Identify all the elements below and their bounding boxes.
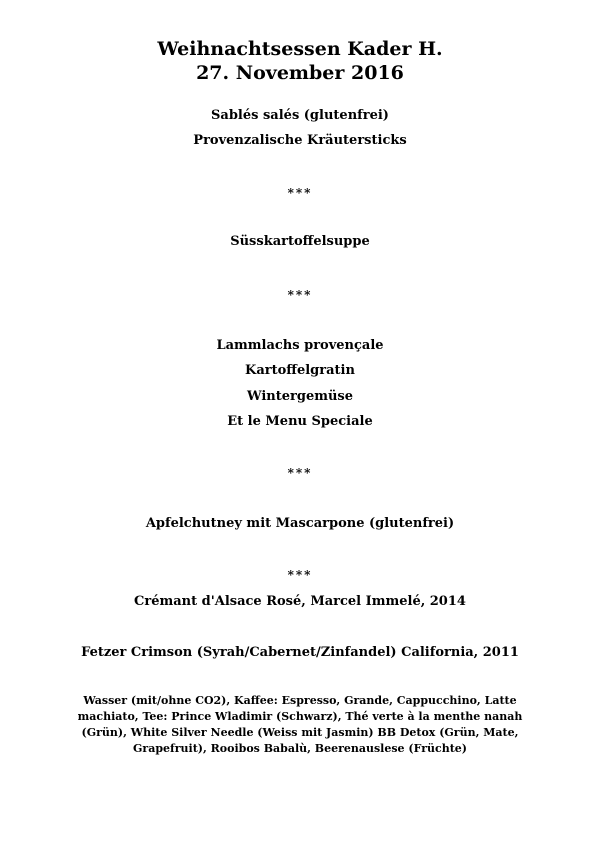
menu-date: 27. November 2016	[196, 62, 404, 84]
dessert-item: Apfelchutney mit Mascarpone (glutenfrei)	[145, 516, 455, 531]
menu-title: Weihnachtsessen Kader H.	[157, 38, 443, 60]
course-separator: ***	[287, 568, 313, 582]
wine-item-1: Crémant d'Alsace Rosé, Marcel Immelé, 2014	[134, 594, 466, 609]
main-item-4: Et le Menu Speciale	[227, 414, 373, 429]
wine-item-2: Fetzer Crimson (Syrah/Cabernet/Zinfandel) California, 2011	[81, 645, 519, 660]
drinks-list: Wasser (mit/ohne CO2), Kaffee: Espresso, Grande, Cappucchino, Latte machiato, Tee: Prince Wladimir (Schwarz), Thé verte à la menthe nanah (Grün), White Silver Needle (Weiss mit Jasmin) BB Detox (Grün, Mate, Grapefruit), Rooibos Babalù, Beerenauslese (Früchte)	[77, 694, 523, 755]
course-separator: ***	[287, 186, 313, 200]
starter-item: Süsskartoffelsuppe	[230, 234, 370, 249]
course-separator: ***	[287, 466, 313, 480]
aperitif-item-1: Sablés salés (glutenfrei)	[211, 108, 389, 123]
course-separator: ***	[287, 288, 313, 302]
aperitif-item-2: Provenzalische Kräutersticks	[193, 133, 407, 148]
main-item-3: Wintergemüse	[246, 389, 354, 404]
main-item-1: Lammlachs provençale	[216, 338, 384, 353]
main-item-2: Kartoffelgratin	[245, 363, 355, 378]
